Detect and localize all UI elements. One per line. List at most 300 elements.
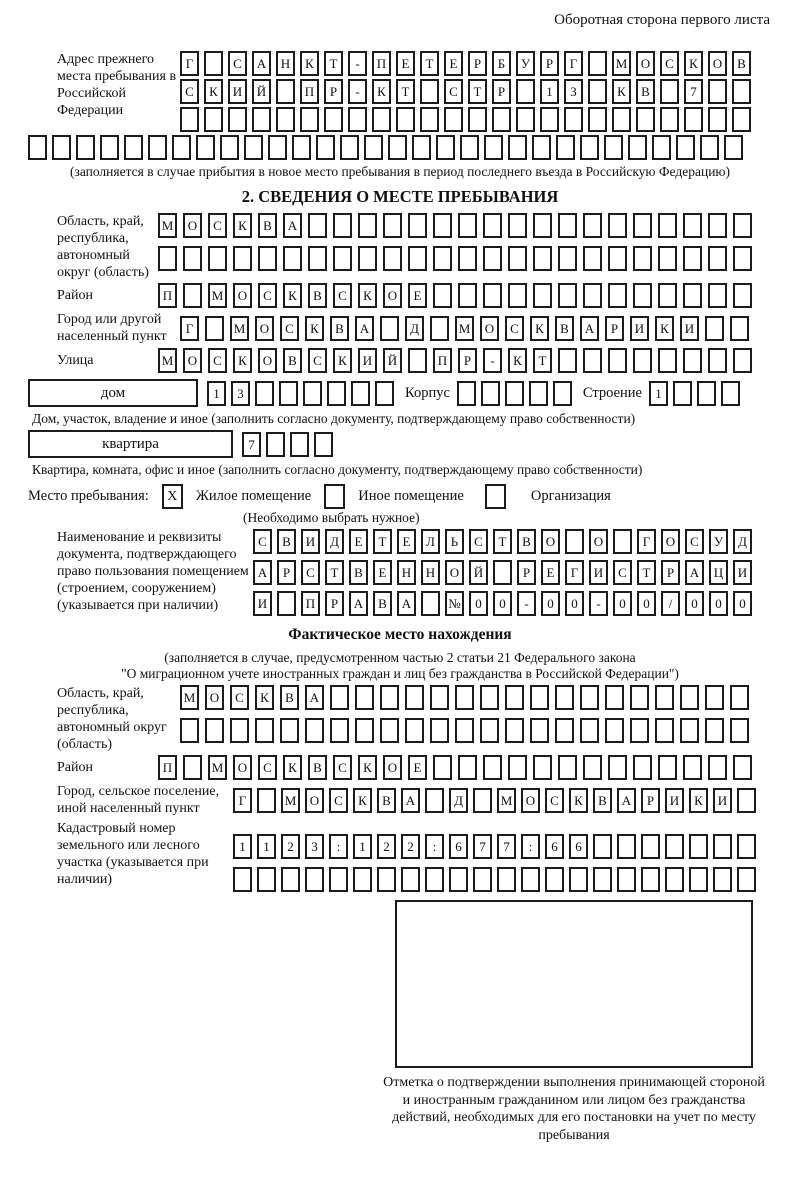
dom-named-box: дом bbox=[28, 379, 198, 407]
char-box: - bbox=[589, 591, 608, 616]
char-box bbox=[724, 135, 743, 160]
char-box bbox=[480, 718, 499, 743]
char-box-row bbox=[233, 834, 756, 859]
char-box: М bbox=[281, 788, 300, 813]
char-box: О bbox=[183, 348, 202, 373]
char-box-row bbox=[180, 718, 749, 743]
char-box bbox=[628, 135, 647, 160]
char-box: Г bbox=[564, 51, 583, 76]
char-box: И bbox=[680, 316, 699, 341]
char-box bbox=[308, 246, 327, 271]
char-box-row bbox=[158, 755, 752, 780]
char-box bbox=[383, 213, 402, 238]
char-box-row bbox=[253, 529, 752, 554]
fact-gorod-row bbox=[28, 783, 772, 817]
char-box bbox=[732, 79, 751, 104]
char-box bbox=[508, 246, 527, 271]
char-box bbox=[383, 246, 402, 271]
char-box: Т bbox=[373, 529, 392, 554]
char-box bbox=[255, 381, 274, 406]
char-box bbox=[555, 718, 574, 743]
char-box: Р bbox=[661, 560, 680, 585]
char-box bbox=[405, 685, 424, 710]
char-box bbox=[708, 213, 727, 238]
char-box: К bbox=[508, 348, 527, 373]
char-box: Р bbox=[605, 316, 624, 341]
char-box bbox=[425, 788, 444, 813]
char-box: Р bbox=[325, 591, 344, 616]
char-box bbox=[433, 283, 452, 308]
char-box: Д bbox=[733, 529, 752, 554]
char-box: С bbox=[208, 213, 227, 238]
checkbox-zhiloe: X bbox=[162, 484, 183, 509]
char-box: 3 bbox=[564, 79, 583, 104]
char-box: Й bbox=[252, 79, 271, 104]
char-box: И bbox=[733, 560, 752, 585]
char-box: С bbox=[228, 51, 247, 76]
char-box: В bbox=[349, 560, 368, 585]
char-box: С bbox=[444, 79, 463, 104]
char-box: Р bbox=[468, 51, 487, 76]
char-box: К bbox=[372, 79, 391, 104]
char-box bbox=[455, 685, 474, 710]
stroenie-label: Строение bbox=[582, 384, 642, 401]
char-box bbox=[558, 246, 577, 271]
char-box bbox=[276, 107, 295, 132]
char-box bbox=[283, 246, 302, 271]
char-box bbox=[733, 283, 752, 308]
char-box: - bbox=[348, 51, 367, 76]
char-box bbox=[257, 788, 276, 813]
char-box bbox=[327, 381, 346, 406]
char-box bbox=[457, 381, 476, 406]
char-box: С bbox=[308, 348, 327, 373]
char-box: С bbox=[613, 560, 632, 585]
char-box bbox=[608, 755, 627, 780]
char-box: 0 bbox=[493, 591, 512, 616]
char-box bbox=[708, 79, 727, 104]
char-box bbox=[355, 718, 374, 743]
char-box: А bbox=[685, 560, 704, 585]
char-box: И bbox=[713, 788, 732, 813]
char-box bbox=[508, 135, 527, 160]
char-box: О bbox=[708, 51, 727, 76]
char-box bbox=[530, 685, 549, 710]
char-box-row bbox=[180, 51, 751, 76]
char-box: К bbox=[305, 316, 324, 341]
char-box bbox=[205, 316, 224, 341]
char-box: С bbox=[301, 560, 320, 585]
char-box bbox=[660, 107, 679, 132]
char-box bbox=[708, 107, 727, 132]
ulitsa-label: Улица bbox=[57, 353, 94, 368]
char-box: Й bbox=[383, 348, 402, 373]
prev-address-block bbox=[28, 51, 772, 132]
char-box bbox=[516, 107, 535, 132]
char-box bbox=[732, 107, 751, 132]
char-box bbox=[172, 135, 191, 160]
char-box bbox=[497, 867, 516, 892]
char-box: К bbox=[530, 316, 549, 341]
char-box bbox=[380, 685, 399, 710]
char-box bbox=[583, 755, 602, 780]
doc-label: Наименование и реквизиты документа, подтверждающего право пользования помещением (строением, сооружением) (указывается при наличии) bbox=[57, 530, 249, 613]
char-box bbox=[266, 432, 285, 457]
char-box bbox=[430, 685, 449, 710]
char-box: И bbox=[253, 591, 272, 616]
char-box bbox=[340, 135, 359, 160]
char-box bbox=[655, 718, 674, 743]
fact-rayon-row bbox=[28, 755, 772, 780]
char-box bbox=[505, 718, 524, 743]
char-box: К bbox=[353, 788, 372, 813]
char-box bbox=[708, 283, 727, 308]
char-box: С bbox=[258, 283, 277, 308]
char-box bbox=[697, 381, 716, 406]
char-box bbox=[380, 316, 399, 341]
char-box bbox=[505, 685, 524, 710]
char-box: - bbox=[483, 348, 502, 373]
char-box bbox=[180, 718, 199, 743]
char-box: : bbox=[425, 834, 444, 859]
char-box bbox=[268, 135, 287, 160]
char-box: Т bbox=[493, 529, 512, 554]
char-box: М bbox=[158, 213, 177, 238]
char-box: Е bbox=[541, 560, 560, 585]
char-box: О bbox=[205, 685, 224, 710]
char-box bbox=[308, 213, 327, 238]
char-box bbox=[484, 135, 503, 160]
char-box bbox=[430, 718, 449, 743]
char-box bbox=[737, 867, 756, 892]
fact-oblast-row bbox=[28, 685, 772, 753]
char-box bbox=[730, 685, 749, 710]
char-box: 0 bbox=[541, 591, 560, 616]
char-box bbox=[276, 79, 295, 104]
prev-address-note: (заполняется в случае прибытия в новое место пребывания в период последнего въезда в Российскую Федерацию) bbox=[69, 164, 731, 179]
char-box bbox=[233, 867, 252, 892]
char-box bbox=[449, 867, 468, 892]
fact-oblast-boxes bbox=[180, 685, 749, 743]
char-box: О bbox=[541, 529, 560, 554]
char-box-row bbox=[649, 381, 740, 406]
gorod-row bbox=[28, 311, 772, 345]
char-box bbox=[257, 867, 276, 892]
char-box bbox=[372, 107, 391, 132]
char-box-row bbox=[233, 788, 756, 813]
char-box-row bbox=[207, 381, 394, 406]
char-box: К bbox=[255, 685, 274, 710]
char-box bbox=[52, 135, 71, 160]
char-box bbox=[468, 107, 487, 132]
char-box bbox=[492, 107, 511, 132]
char-box bbox=[316, 135, 335, 160]
char-box bbox=[458, 283, 477, 308]
char-box bbox=[580, 135, 599, 160]
char-box-row bbox=[158, 246, 752, 271]
char-box bbox=[583, 213, 602, 238]
char-box bbox=[588, 51, 607, 76]
char-box bbox=[458, 246, 477, 271]
char-box: Т bbox=[324, 51, 343, 76]
char-box: О bbox=[480, 316, 499, 341]
actual-location-note1: (заполняется в случае, предусмотренном частью 2 статьи 21 Федерального закона bbox=[164, 650, 636, 665]
char-box: 6 bbox=[449, 834, 468, 859]
char-box bbox=[633, 283, 652, 308]
char-box bbox=[540, 107, 559, 132]
char-box bbox=[521, 867, 540, 892]
char-box-row bbox=[457, 381, 572, 406]
char-box bbox=[633, 246, 652, 271]
char-box bbox=[358, 213, 377, 238]
char-box: 0 bbox=[709, 591, 728, 616]
kadastr-label: Кадастровый номер земельного или лесного участка (указывается при наличии) bbox=[57, 821, 209, 887]
char-box: В bbox=[330, 316, 349, 341]
char-box: М bbox=[497, 788, 516, 813]
char-box bbox=[458, 213, 477, 238]
char-box bbox=[300, 107, 319, 132]
char-box bbox=[533, 283, 552, 308]
char-box bbox=[355, 685, 374, 710]
char-box: П bbox=[372, 51, 391, 76]
char-box bbox=[530, 718, 549, 743]
char-box bbox=[183, 283, 202, 308]
char-box bbox=[279, 381, 298, 406]
char-box: Н bbox=[276, 51, 295, 76]
char-box: Е bbox=[349, 529, 368, 554]
doc-boxes bbox=[253, 529, 752, 616]
char-box bbox=[290, 432, 309, 457]
char-box-row bbox=[158, 213, 752, 238]
char-box: К bbox=[689, 788, 708, 813]
char-box bbox=[208, 246, 227, 271]
char-box: Р bbox=[458, 348, 477, 373]
char-box: К bbox=[684, 51, 703, 76]
fact-gorod-label: Город, сельское поселение, иной населенный пункт bbox=[57, 784, 220, 816]
option-inoe-label: Иное помещение bbox=[358, 488, 464, 504]
char-box bbox=[608, 283, 627, 308]
char-box: 6 bbox=[545, 834, 564, 859]
char-box bbox=[684, 107, 703, 132]
char-box bbox=[148, 135, 167, 160]
char-box bbox=[617, 834, 636, 859]
char-box bbox=[483, 755, 502, 780]
char-box: С bbox=[333, 283, 352, 308]
char-box bbox=[180, 107, 199, 132]
char-box bbox=[630, 685, 649, 710]
char-box bbox=[420, 79, 439, 104]
char-box: С bbox=[253, 529, 272, 554]
char-box bbox=[558, 755, 577, 780]
char-box bbox=[205, 718, 224, 743]
char-box bbox=[683, 283, 702, 308]
char-box: У bbox=[516, 51, 535, 76]
oblast-label: Область, край, республика, автономный округ (область) bbox=[57, 214, 149, 280]
char-box bbox=[556, 135, 575, 160]
char-box: К bbox=[283, 755, 302, 780]
char-box bbox=[673, 381, 692, 406]
option-zhiloe-label: Жилое помещение bbox=[195, 488, 312, 504]
char-box: В bbox=[308, 755, 327, 780]
char-box bbox=[204, 107, 223, 132]
char-box: Г bbox=[233, 788, 252, 813]
char-box: Д bbox=[325, 529, 344, 554]
char-box bbox=[641, 867, 660, 892]
char-box: В bbox=[280, 685, 299, 710]
char-box bbox=[658, 755, 677, 780]
char-box: 2 bbox=[401, 834, 420, 859]
char-box: Р bbox=[277, 560, 296, 585]
char-box bbox=[558, 348, 577, 373]
char-box bbox=[405, 718, 424, 743]
prev-address-label: Адрес прежнего места пребывания в Российской Федерации bbox=[57, 52, 177, 118]
char-box bbox=[458, 755, 477, 780]
char-box: С bbox=[660, 51, 679, 76]
char-box bbox=[330, 718, 349, 743]
char-box: А bbox=[580, 316, 599, 341]
char-box: М bbox=[158, 348, 177, 373]
char-box: 0 bbox=[733, 591, 752, 616]
char-box bbox=[617, 867, 636, 892]
char-box bbox=[480, 685, 499, 710]
char-box: М bbox=[230, 316, 249, 341]
char-box: К bbox=[358, 283, 377, 308]
char-box: И bbox=[228, 79, 247, 104]
char-box: А bbox=[305, 685, 324, 710]
char-box bbox=[680, 685, 699, 710]
char-box: 1 bbox=[540, 79, 559, 104]
char-box bbox=[516, 79, 535, 104]
char-box: И bbox=[358, 348, 377, 373]
char-box: Б bbox=[492, 51, 511, 76]
char-box bbox=[612, 107, 631, 132]
char-box-row-full bbox=[28, 135, 772, 160]
char-box-row bbox=[158, 348, 752, 373]
char-box bbox=[483, 246, 502, 271]
kvartira-note: Квартира, комната, офис и иное (заполнить согласно документу, подтверждающему право собственности) bbox=[32, 462, 643, 477]
char-box bbox=[608, 348, 627, 373]
char-box: С bbox=[545, 788, 564, 813]
char-box: 2 bbox=[281, 834, 300, 859]
char-box bbox=[689, 867, 708, 892]
char-box bbox=[433, 755, 452, 780]
char-box bbox=[604, 135, 623, 160]
char-box: П bbox=[158, 283, 177, 308]
char-box bbox=[655, 685, 674, 710]
char-box: Т bbox=[396, 79, 415, 104]
char-box bbox=[593, 867, 612, 892]
char-box bbox=[705, 685, 724, 710]
char-box: Е bbox=[373, 560, 392, 585]
char-box: : bbox=[329, 834, 348, 859]
char-box: Н bbox=[397, 560, 416, 585]
stamp-area-box bbox=[395, 900, 753, 1068]
char-box: С bbox=[280, 316, 299, 341]
char-box: А bbox=[253, 560, 272, 585]
char-box: Г bbox=[180, 51, 199, 76]
char-box bbox=[633, 348, 652, 373]
char-box bbox=[737, 834, 756, 859]
char-box bbox=[605, 685, 624, 710]
char-box: О bbox=[255, 316, 274, 341]
char-box bbox=[652, 135, 671, 160]
char-box bbox=[658, 213, 677, 238]
char-box: Р bbox=[324, 79, 343, 104]
char-box bbox=[713, 834, 732, 859]
char-box: В bbox=[373, 591, 392, 616]
char-box: Г bbox=[180, 316, 199, 341]
char-box bbox=[358, 246, 377, 271]
char-box bbox=[633, 213, 652, 238]
char-box: Е bbox=[397, 529, 416, 554]
char-box bbox=[444, 107, 463, 132]
char-box: Т bbox=[468, 79, 487, 104]
char-box: Ц bbox=[709, 560, 728, 585]
char-box bbox=[455, 718, 474, 743]
actual-location-title: Фактическое место нахождения bbox=[288, 626, 512, 643]
char-box bbox=[583, 283, 602, 308]
char-box bbox=[183, 755, 202, 780]
oblast-boxes bbox=[158, 213, 752, 271]
char-box: В bbox=[277, 529, 296, 554]
char-box: О bbox=[183, 213, 202, 238]
char-box bbox=[588, 79, 607, 104]
char-box: Р bbox=[540, 51, 559, 76]
char-box bbox=[564, 107, 583, 132]
char-box bbox=[124, 135, 143, 160]
char-box: 1 bbox=[257, 834, 276, 859]
char-box bbox=[613, 529, 632, 554]
korpus-label: Корпус bbox=[405, 384, 450, 401]
char-box bbox=[730, 316, 749, 341]
section2-title: 2. СВЕДЕНИЯ О МЕСТЕ ПРЕБЫВАНИЯ bbox=[241, 187, 559, 206]
char-box bbox=[233, 246, 252, 271]
char-box bbox=[220, 135, 239, 160]
char-box bbox=[529, 381, 548, 406]
char-box: И bbox=[301, 529, 320, 554]
char-box bbox=[689, 834, 708, 859]
char-box: К bbox=[358, 755, 377, 780]
char-box: М bbox=[208, 283, 227, 308]
char-box bbox=[636, 107, 655, 132]
char-box: О bbox=[589, 529, 608, 554]
char-box bbox=[733, 213, 752, 238]
char-box bbox=[305, 718, 324, 743]
char-box: К bbox=[204, 79, 223, 104]
char-box: А bbox=[252, 51, 271, 76]
char-box: 0 bbox=[637, 591, 656, 616]
char-box bbox=[314, 432, 333, 457]
char-box: Н bbox=[421, 560, 440, 585]
char-box: 0 bbox=[469, 591, 488, 616]
checkbox-org bbox=[485, 484, 506, 509]
char-box: Й bbox=[469, 560, 488, 585]
rayon-row bbox=[28, 283, 772, 308]
char-box: : bbox=[521, 834, 540, 859]
char-box bbox=[532, 135, 551, 160]
char-box bbox=[730, 718, 749, 743]
char-box: Д bbox=[449, 788, 468, 813]
char-box: К bbox=[612, 79, 631, 104]
char-box-row bbox=[180, 316, 749, 341]
char-box bbox=[420, 107, 439, 132]
char-box bbox=[230, 718, 249, 743]
char-box bbox=[473, 788, 492, 813]
char-box bbox=[353, 867, 372, 892]
char-box bbox=[348, 107, 367, 132]
char-box bbox=[733, 755, 752, 780]
char-box: Г bbox=[637, 529, 656, 554]
